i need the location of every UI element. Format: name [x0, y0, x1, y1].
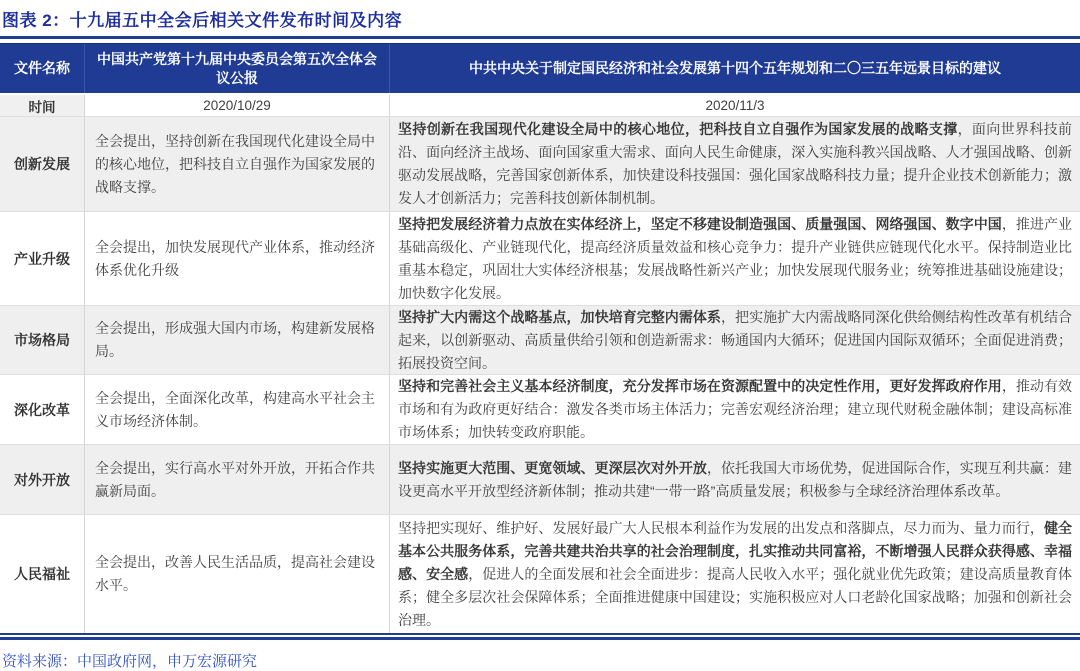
- row-label: 创新发展: [0, 117, 85, 211]
- table-row-opening: [0, 444, 1080, 514]
- header-cell-label: 文件名称: [0, 44, 85, 93]
- table-row-reform: [0, 374, 1080, 444]
- doc2-cell: [390, 117, 1080, 211]
- doc1-text: 全会提出，改善人民生活品质，提高社会建设水平。: [95, 554, 375, 593]
- row-label: 对外开放: [0, 445, 85, 514]
- doc2-text: 坚持把实现好、维护好、发展好最广大人民根本利益作为发展的出发点和落脚点，尽力而为、量力而行，健全基本公共服务体系，完善共建共治共享的社会治理制度，扎实推动共同富裕，不断增强人民群众获得感、幸福感、安全感，促进人的全面发展和社会全面进步：提高人民收入水平；强化就业优先政策；建设高质量教育体系；健全多层次社会保障体系；全面推进健康中国建设；实施积极应对人口老龄化国家战略；加强和创新社会治理。: [398, 519, 1073, 628]
- doc2-date: 2020/11/3: [705, 98, 765, 113]
- doc1-text: 全会提出，形成强大国内市场，构建新发展格局。: [95, 320, 375, 359]
- row-label: 人民福祉: [0, 515, 85, 633]
- doc1-cell: [85, 306, 390, 374]
- figure-title: 图表 2：十九届五中全会后相关文件发布时间及内容: [2, 11, 403, 30]
- doc2-text: 坚持扩大内需这个战略基点，加快培育完整内需体系，把实施扩大内需战略同深化供给侧结构性改革有机结合起来，以创新驱动、高质量供给引领和创造新需求：畅通国内大循环；促进国内国际双循环；全面促进消费；拓展投资空间。: [398, 308, 1073, 371]
- doc2-text: 坚持实施更大范围、更宽领域、更深层次对外开放，依托我国大市场优势，促进国际合作，实现互利共赢：建设更高水平开放型经济新体制；推动共建“一带一路”高质量发展；积极参与全球经济治理体系改革。: [398, 459, 1072, 499]
- doc1-text: 全会提出，加快发展现代产业体系，推动经济体系优化升级: [95, 238, 375, 278]
- doc1-cell: [85, 515, 390, 633]
- doc1-cell: [85, 212, 390, 305]
- row-label: 深化改革: [0, 375, 85, 444]
- header-cell-doc2: 中共中央关于制定国民经济和社会发展第十四个五年规划和二〇三五年远景目标的建议: [469, 60, 1001, 77]
- doc2-text: 坚持把发展经济着力点放在实体经济上，坚定不移建设制造强国、质量强国、网络强国、数字中国，推进产业基础高级化、产业链现代化，提高经济质量效益和核心竞争力：提升产业链供应链现代化水平。保持制造业比重基本稳定，巩固壮大实体经济根基；发展战略性新兴产业；加快发展现代服务业；统筹推进基础设施建设；加快数字化发展。: [398, 215, 1072, 301]
- table-header-row: [0, 43, 1080, 93]
- doc1-cell: [85, 445, 390, 514]
- source-note: 资料来源：中国政府网，申万宏源研究: [2, 653, 258, 670]
- doc2-text: 坚持和完善社会主义基本经济制度，充分发挥市场在资源配置中的决定性作用，更好发挥政府作用，推动有效市场和有为政府更好结合：激发各类市场主体活力；完善宏观经济治理；建立现代财税金融体制；建设高标准市场体系；加快转变政府职能。: [398, 378, 1072, 440]
- table-row-industry: [0, 211, 1080, 305]
- table-row-innovation: [0, 116, 1080, 211]
- table-row-market: [0, 305, 1080, 374]
- doc2-text: 坚持创新在我国现代化建设全局中的核心地位，把科技自立自强作为国家发展的战略支撑，面向世界科技前沿、面向经济主战场、面向国家重大需求、面向人民生命健康，深入实施科教兴国战略、人才强国战略、创新驱动发展战略，完善国家创新体系，加快建设科技强国：强化国家战略科技力量；提升企业技术创新能力；激发人才创新活力；完善科技创新体制机制。: [398, 121, 1073, 206]
- doc1-text: 全会提出，坚持创新在我国现代化建设全局中的核心地位，把科技自立自强作为国家发展的战略支撑。: [95, 132, 375, 195]
- content-table: [0, 43, 1080, 633]
- doc2-cell: [390, 212, 1080, 305]
- title-rule: [0, 36, 1080, 39]
- row-label: 市场格局: [0, 306, 85, 374]
- doc2-cell: [390, 515, 1080, 633]
- doc1-text: 全会提出，全面深化改革，构建高水平社会主义市场经济体制。: [95, 389, 375, 429]
- doc2-cell: [390, 306, 1080, 374]
- table-row-welfare: [0, 514, 1080, 633]
- doc2-cell: [390, 375, 1080, 444]
- table-row-time: [0, 93, 1080, 116]
- doc1-cell: [85, 375, 390, 444]
- doc1-cell: [85, 117, 390, 211]
- header-cell-doc1: 中国共产党第十九届中央委员会第五次全体会议公报: [85, 44, 390, 93]
- doc2-cell: [390, 445, 1080, 514]
- time-label: 时间: [0, 95, 85, 116]
- row-label: 产业升级: [0, 212, 85, 305]
- doc1-date: 2020/10/29: [85, 95, 390, 116]
- doc1-text: 全会提出，实行高水平对外开放，开拓合作共赢新局面。: [95, 459, 375, 499]
- table-bottom-rule: [0, 633, 1080, 640]
